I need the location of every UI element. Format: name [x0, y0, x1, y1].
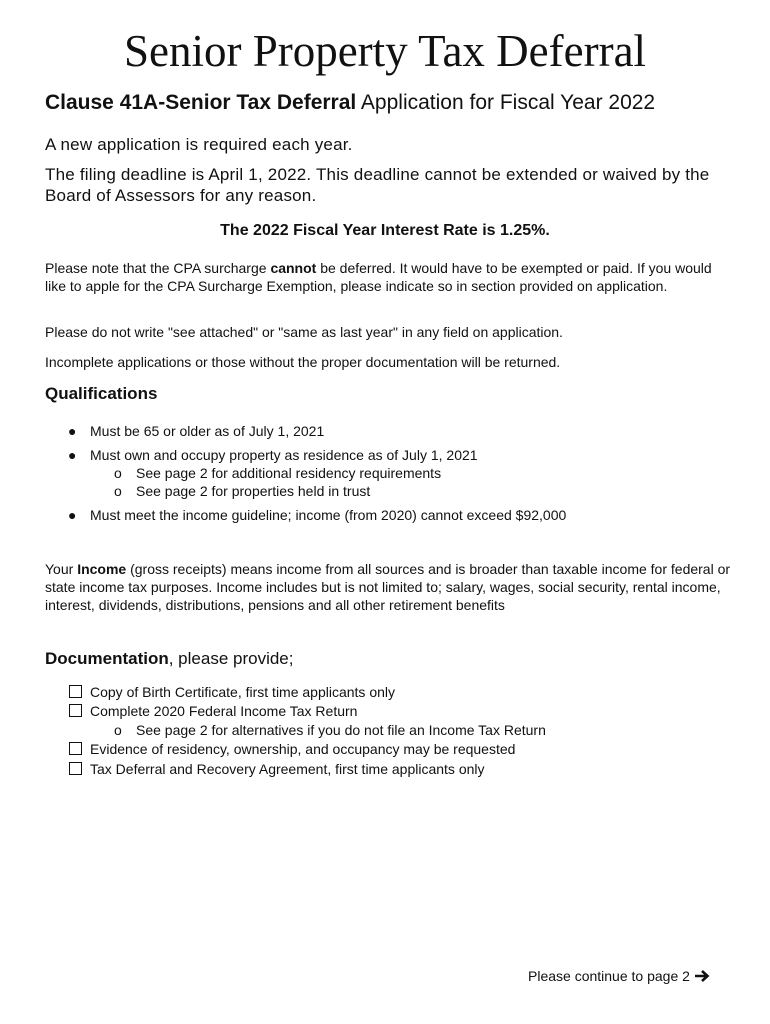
no-attached-note: Please do not write "see attached" or "same as last year" in any field on application.: [45, 324, 563, 340]
documentation-item: [69, 760, 485, 778]
sub-bullet-icon: o: [114, 483, 122, 499]
sub-bullet-icon: o: [114, 722, 122, 738]
checkbox-icon[interactable]: [69, 704, 82, 717]
intro-line-2b: Board of Assessors for any reason.: [45, 186, 317, 205]
qualifications-heading: Qualifications: [45, 384, 158, 403]
documentation-item: [69, 702, 357, 720]
intro-line-2a: The filing deadline is April 1, 2022. This deadline cannot be extended or waived by the: [45, 165, 710, 184]
documentation-subitem-text: See page 2 for alternatives if you do not file an Income Tax Return: [136, 722, 546, 738]
qualification-item: [68, 446, 478, 464]
income-definition: [45, 560, 735, 614]
documentation-item-text: Evidence of residency, ownership, and occupancy may be requested: [90, 741, 516, 757]
qualification-text: Must own and occupy property as residence as of July 1, 2021: [90, 447, 478, 463]
qualification-subitem-text: See page 2 for properties held in trust: [136, 483, 371, 499]
subtitle-bold: Clause 41A-Senior Tax Deferral: [45, 91, 357, 114]
qualification-subitem-text: See page 2 for additional residency requirements: [136, 465, 442, 481]
qualification-item: [68, 422, 324, 440]
continue-text: Please continue to page 2: [528, 968, 690, 984]
checkbox-icon[interactable]: [69, 685, 82, 698]
cpa-note-bold: cannot: [270, 260, 317, 276]
qualification-item: [68, 506, 566, 524]
intro-line-1: A new application is required each year.: [45, 135, 353, 154]
cpa-note: [45, 259, 735, 295]
continue-to-page-2: [528, 967, 710, 987]
bullet-icon: ●: [68, 447, 77, 463]
cpa-note-before: Please note that the CPA surcharge: [45, 260, 271, 276]
incomplete-note: Incomplete applications or those without the proper documentation will be returned.: [45, 354, 561, 370]
documentation-heading: [45, 649, 293, 669]
documentation-item-text: Copy of Birth Certificate, first time applicants only: [90, 684, 396, 700]
bullet-icon: ●: [68, 507, 77, 523]
interest-rate-notice: The 2022 Fiscal Year Interest Rate is 1.25%.: [220, 222, 550, 239]
page-subtitle: [45, 90, 655, 116]
income-after: (gross receipts) means income from all sources and is broader than taxable income for federal or state income tax purposes. Income includes but is not limited to; salary, wages, social security, rental income, interest, dividends, distributions, pensions and all other retirement benefits: [45, 561, 731, 613]
bullet-icon: ●: [68, 423, 77, 439]
qualification-text: Must be 65 or older as of July 1, 2021: [90, 423, 325, 439]
documentation-heading-rest: , please provide;: [168, 649, 294, 668]
documentation-subitem: [114, 721, 546, 739]
right-arrow-icon: [694, 969, 710, 987]
documentation-item: [69, 683, 395, 701]
sub-bullet-icon: o: [114, 465, 122, 481]
documentation-heading-bold: Documentation: [45, 649, 169, 668]
checkbox-icon[interactable]: [69, 742, 82, 755]
income-bold: Income: [77, 561, 127, 577]
subtitle-rest: Application for Fiscal Year 2022: [356, 91, 656, 114]
income-before: Your: [45, 561, 78, 577]
page-title: Senior Property Tax Deferral: [123, 26, 647, 76]
documentation-item-text: Complete 2020 Federal Income Tax Return: [90, 703, 358, 719]
qualification-text: Must meet the income guideline; income (from 2020) cannot exceed $92,000: [90, 507, 567, 523]
checkbox-icon[interactable]: [69, 762, 82, 775]
qualification-subitem: [114, 464, 441, 482]
documentation-item: [69, 740, 515, 758]
cpa-note-after: be deferred. It would have to be exempted or paid. If you would like to apple for the CPA Surcharge Exemption, please indicate so in section provided on application.: [45, 260, 712, 294]
documentation-item-text: Tax Deferral and Recovery Agreement, first time applicants only: [90, 761, 485, 777]
qualification-subitem: [114, 482, 370, 500]
